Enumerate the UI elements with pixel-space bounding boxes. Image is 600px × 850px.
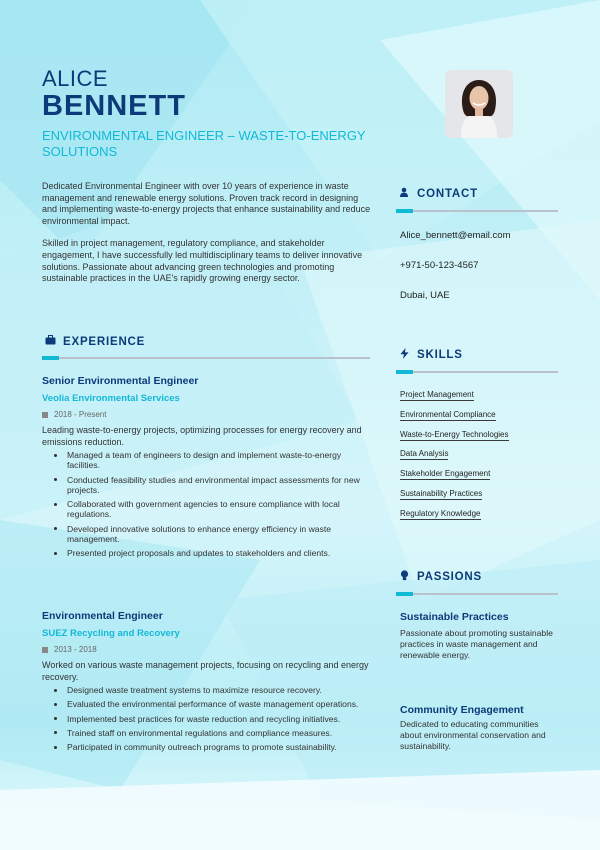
summary-paragraph: Skilled in project management, regulatory compliance, and stakeholder engagement, I have successfully led multidisciplinary teams to deliver innovative solutions. Passionate about advancing green technologies and promoting sustainable practices in the UAE's rapidly growing energy sector. [42,238,363,284]
job-bullet: Participated in community outreach programs to promote sustainability. [52,742,372,752]
contact-email[interactable]: Alice_bennett@email.com [400,230,511,241]
skills-list [400,390,550,529]
passions-heading [396,570,482,584]
contact-heading-label: CONTACT [417,187,478,200]
passions-divider [396,593,558,595]
skill-item: Sustainability Practices [400,488,483,498]
job-bullet: Presented project proposals and updates to stakeholders and clients. [52,548,372,558]
briefcase-icon [42,335,58,348]
lightbulb-icon [396,570,412,584]
job-bullet: Developed innovative solutions to enhance energy efficiency in waste management. [52,524,372,545]
contact-location: Dubai, UAE [400,290,450,301]
skill-item: Waste-to-Energy Technologies [400,429,509,439]
person-icon [396,187,412,200]
calendar-icon [42,412,48,418]
skill-item: Stakeholder Engagement [400,469,491,479]
skill-item: Project Management [400,390,474,399]
experience-heading [42,335,145,348]
lightning-icon [396,348,412,362]
skill-item: Regulatory Knowledge [400,508,481,518]
profile-summary [42,181,372,285]
summary-paragraph: Dedicated Environmental Engineer with over 10 years of experience in waste management and renewable energy solutions. Proven track record in designing and implementing waste-to-energy projects that enhance sustainability and reduce environmental impact. [42,181,371,226]
job-bullet: Conducted feasibility studies and environmental impact assessments for new projects. [52,475,372,496]
contact-divider [396,210,558,212]
job-role: Environmental Engineer [42,610,163,622]
contact-phone[interactable]: +971-50-123-4567 [400,260,479,271]
job-description: Worked on various waste management projects, focusing on recycling and energy recovery. [42,660,369,682]
passion-title: Community Engagement [400,704,524,716]
job-company: SUEZ Recycling and Recovery [42,628,180,639]
experience-heading-label: EXPERIENCE [63,335,146,348]
job-bullet: Implemented best practices for waste reduction and recycling initiatives. [52,714,372,724]
calendar-icon [42,647,48,653]
job-bullet: Trained staff on environmental regulations and compliance measures. [52,728,372,738]
experience-divider [42,357,370,359]
skill-item: Data Analysis [400,449,449,459]
skills-heading-label: SKILLS [417,349,463,361]
job-bullet: Evaluated the environmental performance of waste management operations. [52,699,372,709]
passion-description: Passionate about promoting sustainable practices in waste management and renewable energy. [400,628,553,660]
job-bullets [42,450,372,559]
passions-heading-label: PASSIONS [417,571,482,583]
first-name: ALICE [42,66,109,91]
job-bullet: Managed a team of engineers to design and implement waste-to-energy facilities. [52,450,372,471]
job-dates: 2013 - 2018 [42,645,372,654]
passion-description: Dedicated to educating communities about environmental conservation and sustainability. [400,719,546,751]
skills-divider [396,371,558,373]
job-bullets [42,685,372,752]
job-entry [42,610,372,756]
skills-heading [396,348,463,362]
job-company: Veolia Environmental Services [42,393,180,404]
job-bullet: Designed waste treatment systems to maximize resource recovery. [52,685,372,695]
last-name: BENNETT [42,90,186,122]
skill-item: Environmental Compliance [400,409,496,419]
job-role: Senior Environmental Engineer [42,375,199,387]
job-entry [42,375,372,563]
job-dates: 2018 - Present [42,410,372,419]
job-title: ENVIRONMENTAL ENGINEER – WASTE-TO-ENERGY SOLUTIONS [42,128,366,159]
job-bullet: Collaborated with government agencies to ensure compliance with local regulations. [52,499,372,520]
contact-heading [396,187,478,200]
job-description: Leading waste-to-energy projects, optimizing processes for energy recovery and emissions reduction. [42,425,362,447]
passion-title: Sustainable Practices [400,611,509,623]
profile-photo [445,70,513,138]
